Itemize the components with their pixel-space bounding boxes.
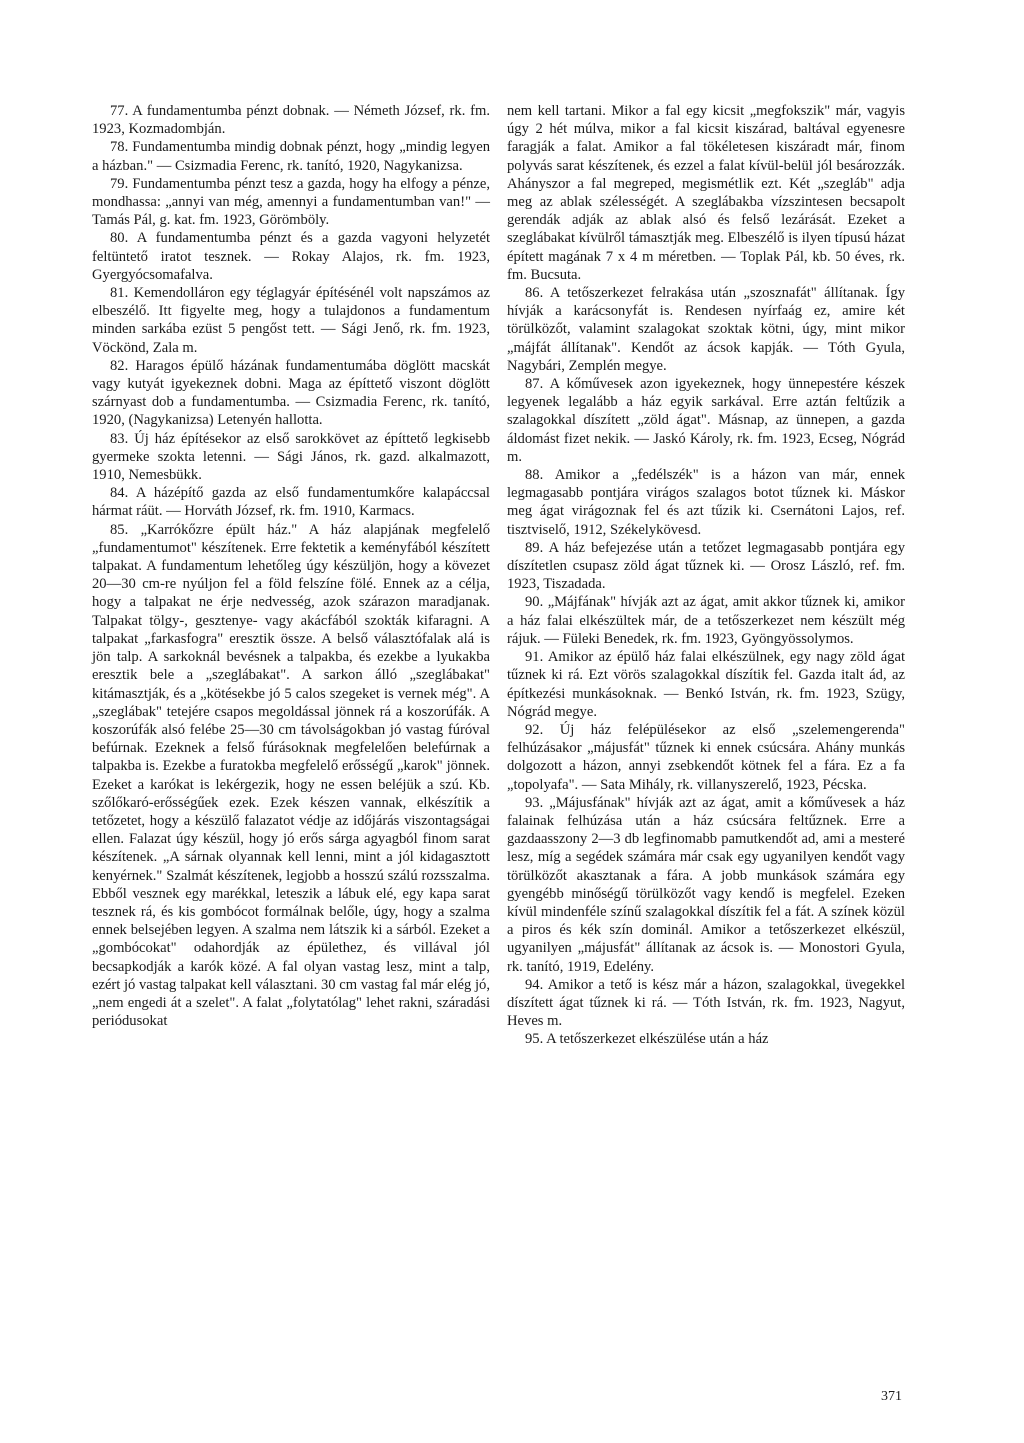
paragraph-80: 80. A fundamentumba pénzt és a gazda vagyoni helyzetét feltüntető iratot tesznek. — Rokay Alajos, rk. fm. 1923, Gyergyócsomafalva. [92,230,490,283]
paragraph-86: 86. A tetőszerkezet felrakása után „szosznafát" állítanak. Így hívják a karácsonyfát is. Rendesen nyírfaág ez, amire két törülközőt, valamint szalagokat szoktak kötni, úgy, mint mikor „májfát állítanak". Kendőt az ácsok kapják. — Tóth Gyula, Nagybári, Zemplén megye. [507,285,905,374]
paragraph-85: 85. „Karrókőzre épült ház." A ház alapjának megfelelő „fundamentumot" készítenek. Erre fektetik a keményfából készített talpakat. A fundamentum lehetőleg úgy készüljön, hogy a kövezet 20—30 cm-re nyúljon fel a föld felszíne fölé. Ennek az a célja, hogy a talpakat ne érje nedvesség, azok szárazon maradjanak. Talpakat tölgy-, gesztenye- vagy akácfából szokták kifaragni. A talpakat „farkasfogra" eresztik össze. A belső választófalak alá is jön talp. A sarkoknál bevésnek a talpakba, és ezekbe a lyukakba eresztik bele a „szeglábakat". A sarkon álló „szeglábakat" kitámasztják, és a „kötésekbe jó 5 calos szegeket is vernek még". A „szeglábak" tetejére csapos megoldással jönnek rá a koszorúfák. A koszorúfák alsó felébe 25—30 cm távolságokban jó vastag fúróval befúrnak. Ezeknek a felső fúrásoknak megfelelően belefúrnak a talpakba is. Ezekbe a furatokba megfelelő erősségű „karok" jönnek. Ezeket a karókat is lekérgezik, hogy ne essen beléjük a szú. Kb. szőlőkaró-erősségűek ezek. Ezek készen vannak, elkészítik a tetőzetet, hogy a készülő falazatot védje az időjárás viszontagságai ellen. Falazat úgy készül, hogy jó erős sárga agyagból finom sarat készítenek. „A sárnak olyannak kell lenni, mint a jól kidagasztott kenyérnek." Szalmát készítenek, legjobb a hosszú szálú rozsszalma. Ebből vesznek egy marékkal, leteszik a lábuk elé, egy kapa sarat tesznek rá, és kis gombócot formálnak belőle, úgy, hogy a szalma ennek belsejében legyen. A szalma nem látszik ki a sárból. Ezeket a „gombócokat" odahordják az épülethez, és villával jól becsapkodják a karók közé. A fal olyan vastag lesz, mint a talp, ezért jó vastag talpakat kell választani. 30 cm vastag fal már elég jó, „nem engedi át a szelet". A falat „folytatólag" lehet rakni, száradási periódusokat [92,521,490,1030]
page-number: 371 [881,1389,902,1404]
paragraph-91: 91. Amikor az épülő ház falai elkészülnek, egy nagy zöld ágat tűznek ki rá. Ezt vörös szalagokkal díszítik fel. Gazda italt ád, az építkezési munkásoknak. — Benkó István, rk. fm. 1923, Szügy, Nógrád megye. [507,649,905,720]
right-column [507,102,905,1049]
paragraph-88: 88. Amikor a „fedélszék" is a házon van már, ennek legmagasabb pontjára virágos szalagos botot tűznek ki. Máskor meg ágat virágoznak fel és azt tűzik ki. Csernátoni Lajos, ref. tisztviselő, 1912, Székelykövesd. [507,467,905,538]
paragraph-85-continued: nem kell tartani. Mikor a fal egy kicsit „megfokszik" már, vagyis úgy 2 hét múlva, mikor a fal kicsit kiszárad, baltával egyenesre faragják a falat. Amikor a fal tökéletesen kiszáradt már, finom polyvás sarat készítenek, és ezzel a falat kívül-belül jól besározzák. Ahányszor a fal megreped, megismétlik ezt. Két „szegláb" adja meg az ablak szélességét. A szeglábakba vízszintesen becsapolt gerendák adják az ablak alsó és felső lezárását. Ezeket a szeglábakat kívülről támasztják meg. Elbeszélő is ilyen típusú házat épített magának 7 x 4 m méretben. — Toplak Pál, kb. 50 éves, rk. fm. Bucsuta. [507,103,905,283]
paragraph-82: 82. Haragos épülő házának fundamentumába döglött macskát vagy kutyát igyekeznek dobni. Maga az építtető viszont döglött szárnyast dob a fundamentumba. — Csizmadia Ferenc, rk. tanító, 1920, (Nagykanizsa) Letenyén hallotta. [92,357,490,429]
paragraph-79: 79. Fundamentumba pénzt tesz a gazda, hogy ha elfogy a pénze, mondhassa: „annyi van még, amennyi a fundamentumban van!" — Tamás Pál, g. kat. fm. 1923, Görömböly. [92,175,490,229]
paragraph-81: 81. Kemendolláron egy téglagyár építésénél volt napszámos az elbeszélő. Itt figyelte meg, hogy a tulajdonos a fundamentum minden sarkába ezüst 5 pengőst tett. — Sági Jenő, rk. fm. 1923, Vöckönd, Zala m. [92,285,490,356]
left-column [92,102,490,1030]
paragraph-84: 84. A házépítő gazda az első fundamentumkőre kalapáccsal hármat ráüt. — Horváth József, rk. fm. 1910, Karmacs. [92,485,490,520]
paragraph-90: 90. „Májfának" hívják azt az ágat, amit akkor tűznek ki, amikor a ház falai elkészültek már, de a tetőszerkezet nem készült még rájuk. — Füleki Benedek, rk. fm. 1923, Gyöngyössolymos. [507,594,905,647]
paragraph-77: 77. A fundamentumba pénzt dobnak. — Németh József, rk. fm. 1923, Kozmadombján. [92,103,490,138]
paragraph-78: 78. Fundamentumba mindig dobnak pénzt, hogy „mindig legyen a házban." — Csizmadia Ferenc, rk. tanító, 1920, Nagykanizsa. [92,139,490,174]
paragraph-92: 92. Új ház felépülésekor az első „szelemengerenda" felhúzásakor „májusfát" tűznek ki ennek csúcsára. Ahány munkás dolgozott a házon, annyi zsebkendőt kötnek fel a fára. Ez a fa „topolyafa". — Sata Mihály, rk. villanyszerelő, 1923, Pécska. [507,721,905,793]
paragraph-89: 89. A ház befejezése után a tetőzet legmagasabb pontjára egy díszítetlen csupasz zöld ágat tűznek ki. — Orosz László, ref. fm. 1923, Tiszadada. [507,539,905,593]
paragraph-87: 87. A kőművesek azon igyekeznek, hogy ünnepestére készek legyenek legalább a ház egyik sarkával. Erre aztán feltűzik a szalagokkal díszített „zöld ágat". Másnap, az ünnepen, a gazda áldomást fizet nekik. — Jaskó Károly, rk. fm. 1923, Ecseg, Nógrád m. [507,376,905,465]
paragraph-94: 94. Amikor a tető is kész már a házon, szalagokkal, üvegekkel díszített ágat tűznek ki rá. — Tóth István, rk. fm. 1923, Nagyut, Heves m. [507,976,905,1030]
paragraph-93: 93. „Májusfának" hívják azt az ágat, amit a kőművesek a ház falainak felhúzása után a ház csúcsára feltűznek. Erre a gazdaasszony 2—3 db legfinomabb pamutkendőt ad, ami a mesteré lesz, míg a segédek számára már csak egy ugyanilyen kendőt vagy törülközőt akasztanak a fára. A jobb munkások számára egy gyengébb minőségű törülközőt vagy kendő is megfelel. Ezeken kívül mindenféle színű szalagokkal díszítik fel a fát. A színek közül a piros és kék szín dominál. Amikor a tetőszerkezet elkészül, ugyanilyen „májusfát" állítanak az ácsok is. — Monostori Gyula, rk. tanító, 1919, Edelény. [507,794,905,975]
paragraph-83: 83. Új ház építésekor az első sarokkövet az építtető legkisebb gyermeke szokta letenni. — Sági János, rk. gazd. alkalmazott, 1910, Nemesbükk. [92,430,490,484]
paragraph-95: 95. A tetőszerkezet elkészülése után a ház [525,1031,769,1048]
